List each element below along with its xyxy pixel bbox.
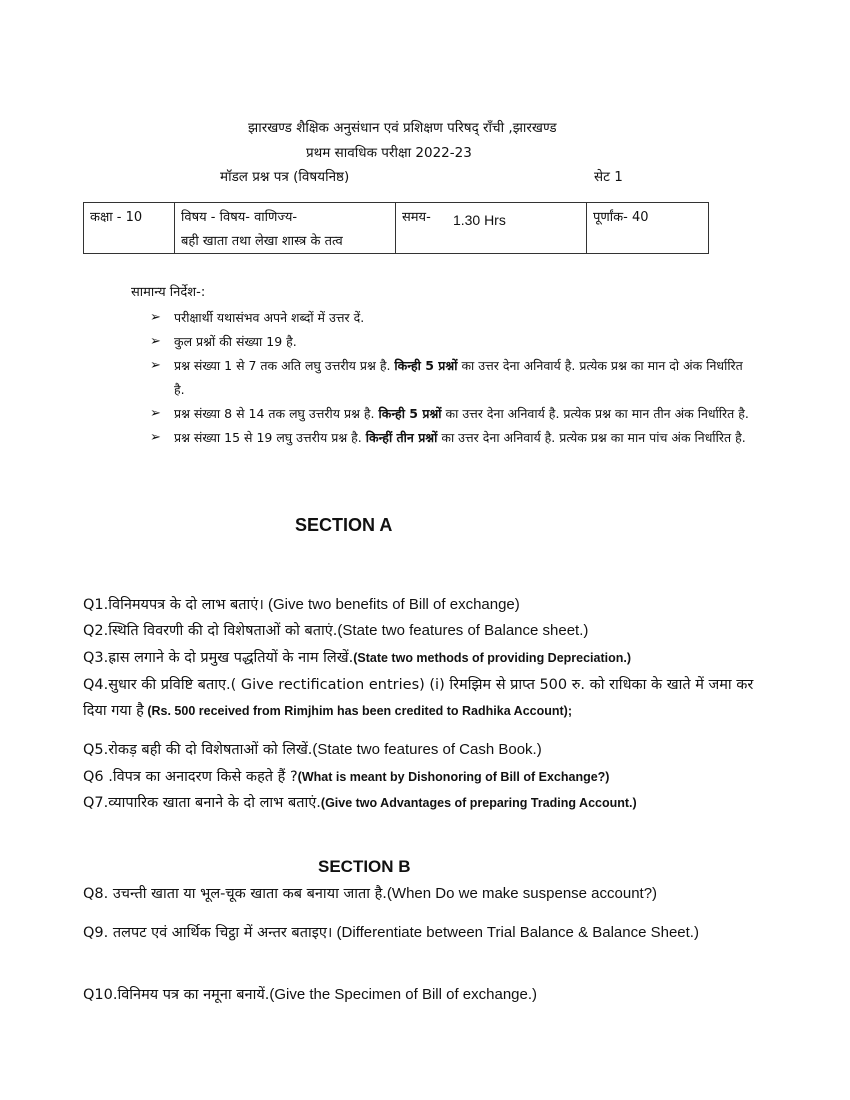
question-q1 <box>83 594 520 614</box>
question-q6 <box>83 766 609 786</box>
instruction-item <box>150 306 750 330</box>
arrow-bullet-icon: ➢ <box>150 334 161 349</box>
question-hindi: Q10.विनिमय पत्र का नमूना बनायें. <box>83 987 270 1003</box>
header-line-1: झारखण्ड शैक्षिक अनुसंधान एवं प्रशिक्षण परिषद् राँची ,झारखण्ड <box>248 120 557 136</box>
section-b-title: SECTION B <box>318 857 411 876</box>
question-english: (State two methods of providing Depreciation.) <box>353 651 632 665</box>
instruction-text: का उत्तर देना अनिवार्य है. प्रत्येक प्रश्न का मान दो अंक निर्धारित है. <box>174 358 743 397</box>
instruction-text: परीक्षार्थी यथासंभव अपने शब्दों में उत्तर दें. <box>174 310 365 325</box>
question-hindi: Q1.विनिमयपत्र के दो लाभ बताएं। <box>83 597 264 613</box>
question-english: (Give the Specimen of Bill of exchange.) <box>269 986 538 1003</box>
exam-info-table <box>83 202 709 254</box>
question-english: (State two features of Balance sheet.) <box>337 622 589 639</box>
header-line-3: मॉडल प्रश्न पत्र (विषयनिष्ठ) <box>220 169 350 185</box>
subject-line-1: विषय - विषय- वाणिज्य- <box>181 210 298 225</box>
class-cell <box>84 203 175 254</box>
question-english: (Give two Advantages of preparing Trading Account.) <box>320 796 637 810</box>
section-a-title: SECTION A <box>295 515 393 535</box>
instruction-text: का उत्तर देना अनिवार्य है. प्रत्येक प्रश्न का मान पांच अंक निर्धारित है. <box>437 430 746 445</box>
instruction-text: प्रश्न संख्या 1 से 7 तक अति लघु उत्तरीय प्रश्न है. <box>174 358 395 373</box>
set-label: सेट 1 <box>594 169 623 185</box>
question-hindi: Q5.रोकड़ बही की दो विशेषताओं को लिखें. <box>83 742 313 758</box>
instructions-title: सामान्य निर्देश-: <box>131 285 206 300</box>
question-hindi: Q7.व्यापारिक खाता बनाने के दो लाभ बताएं. <box>83 795 321 811</box>
instruction-emphasis: किन्हीं तीन प्रश्नों <box>365 430 438 445</box>
question-hindi: Q3.ह्रास लगाने के दो प्रमुख पद्धतियों के नाम लिखें. <box>83 650 354 666</box>
arrow-bullet-icon: ➢ <box>150 310 161 325</box>
instruction-text: का उत्तर देना अनिवार्य है. प्रत्येक प्रश्न का मान तीन अंक निर्धारित है. <box>441 406 749 421</box>
class-label: कक्षा - 10 <box>90 210 143 225</box>
instructions-list <box>150 306 750 450</box>
question-q9 <box>83 920 773 946</box>
instruction-item <box>150 330 750 354</box>
arrow-bullet-icon: ➢ <box>150 406 161 421</box>
instruction-text: प्रश्न संख्या 15 से 19 लघु उत्तरीय प्रश्न है. <box>174 430 366 445</box>
question-q5 <box>83 739 542 759</box>
question-hindi: Q8. उचन्ती खाता या भूल-चूक खाता कब बनाया जाता है. <box>83 886 387 902</box>
marks-cell <box>587 203 709 254</box>
instruction-item <box>150 354 750 402</box>
question-hindi: Q2.स्थिति विवरणी की दो विशेषताओं को बताएं. <box>83 623 338 639</box>
question-q4 <box>83 672 773 724</box>
arrow-bullet-icon: ➢ <box>150 358 161 373</box>
time-cell <box>396 203 587 254</box>
marks-label: पूर्णांक- 40 <box>593 210 649 225</box>
question-q8 <box>83 883 657 903</box>
subject-line-2: बही खाता तथा लेखा शास्त्र के तत्व <box>181 234 343 249</box>
instruction-emphasis: किन्ही 5 प्रश्नों <box>378 406 442 421</box>
question-q2 <box>83 620 588 640</box>
question-hindi: Q6 .विपत्र का अनादरण किसे कहते हैं ? <box>83 769 298 785</box>
instruction-emphasis: किन्ही 5 प्रश्नों <box>394 358 458 373</box>
question-english: (Give two benefits of Bill of exchange) <box>263 596 520 613</box>
question-english: (Differentiate between Trial Balance & Balance Sheet.) <box>332 924 699 941</box>
instruction-text: प्रश्न संख्या 8 से 14 तक लघु उत्तरीय प्रश्न है. <box>174 406 379 421</box>
instruction-item <box>150 426 750 450</box>
question-q10 <box>83 984 537 1004</box>
question-english: (Rs. 500 received from Rimjhim has been credited to Radhika Account); <box>143 704 572 718</box>
question-english: (State two features of Cash Book.) <box>312 741 542 758</box>
time-value: 1.30 Hrs <box>452 212 506 228</box>
question-english: (What is meant by Dishonoring of Bill of Exchange?) <box>297 770 610 784</box>
question-english: (When Do we make suspense account?) <box>386 885 658 902</box>
subject-cell <box>175 203 396 254</box>
question-hindi: Q9. तलपट एवं आर्थिक चिट्ठा में अन्तर बताइए। <box>83 925 333 941</box>
instruction-item <box>150 402 750 426</box>
arrow-bullet-icon: ➢ <box>150 430 161 445</box>
header-line-2: प्रथम सावधिक परीक्षा 2022-23 <box>306 145 472 161</box>
question-hindi: Q4.सुधार की प्रविष्टि बताए.( Give rectification entries) (i) रिमझिम से प्राप्त 500 रु. को राधिका के खाते में जमा कर दिया गया है <box>83 677 754 719</box>
instruction-text: कुल प्रश्नों की संख्या 19 है. <box>174 334 297 349</box>
question-q3 <box>83 647 631 667</box>
question-q7 <box>83 792 637 812</box>
time-label: समय- <box>402 210 431 225</box>
